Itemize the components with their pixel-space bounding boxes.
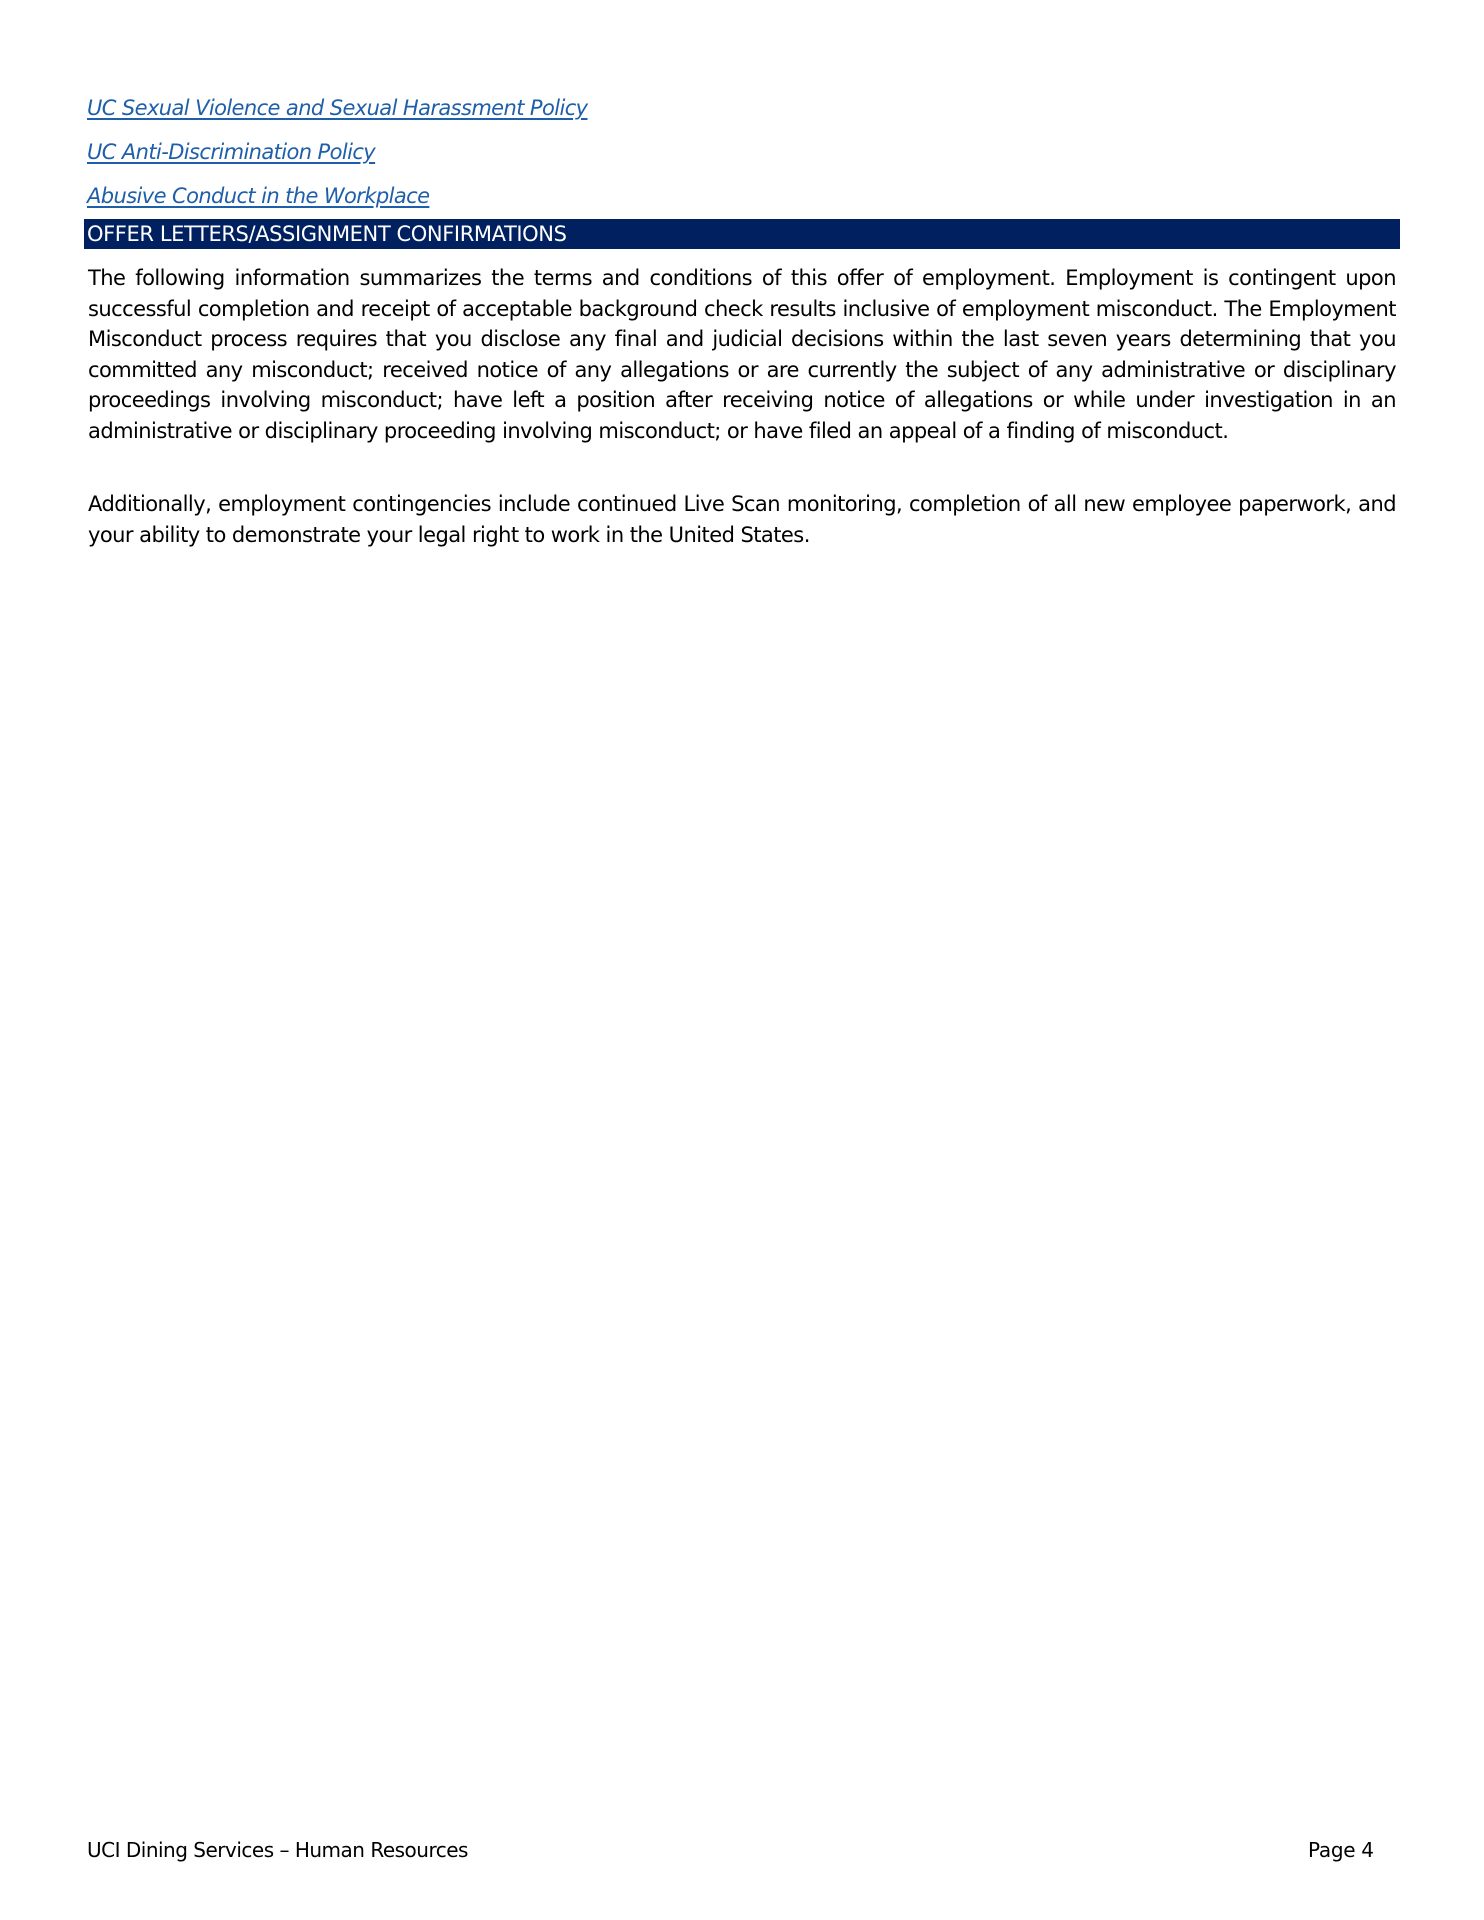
footer-page-number: Page 4 <box>1308 1838 1374 1862</box>
paragraph-offer-terms: The following information summarizes the terms and conditions of this offer of employment. Employment is contingent upon successful completion and receipt of acceptable background check results inclusive of employment misconduct. The Employment Misconduct process requires that you disclose any final and judicial decisions within the last seven years determining that you committed any misconduct; received notice of any allegations or are currently the subject of any administrative or disciplinary proceedings involving misconduct; have left a position after receiving notice of allegations or while under investigation in an administrative or disciplinary proceeding involving misconduct; or have filed an appeal of a finding of misconduct. <box>88 266 1396 443</box>
link-abusive-conduct-workplace[interactable]: Abusive Conduct in the Workplace <box>87 184 430 208</box>
link-uc-sexual-violence-policy[interactable]: UC Sexual Violence and Sexual Harassment Policy <box>87 96 588 120</box>
footer-department: UCI Dining Services – Human Resources <box>87 1838 468 1862</box>
link-uc-anti-discrimination-policy[interactable]: UC Anti-Discrimination Policy <box>87 140 376 164</box>
section-heading-offer-letters: OFFER LETTERS/ASSIGNMENT CONFIRMATIONS <box>84 219 1400 249</box>
policy-links <box>87 86 987 218</box>
paragraph-additional-contingencies: Additionally, employment contingencies include continued Live Scan monitoring, completion of all new employee paperwork, and your ability to demonstrate your legal right to work in the United States. <box>88 492 1396 547</box>
